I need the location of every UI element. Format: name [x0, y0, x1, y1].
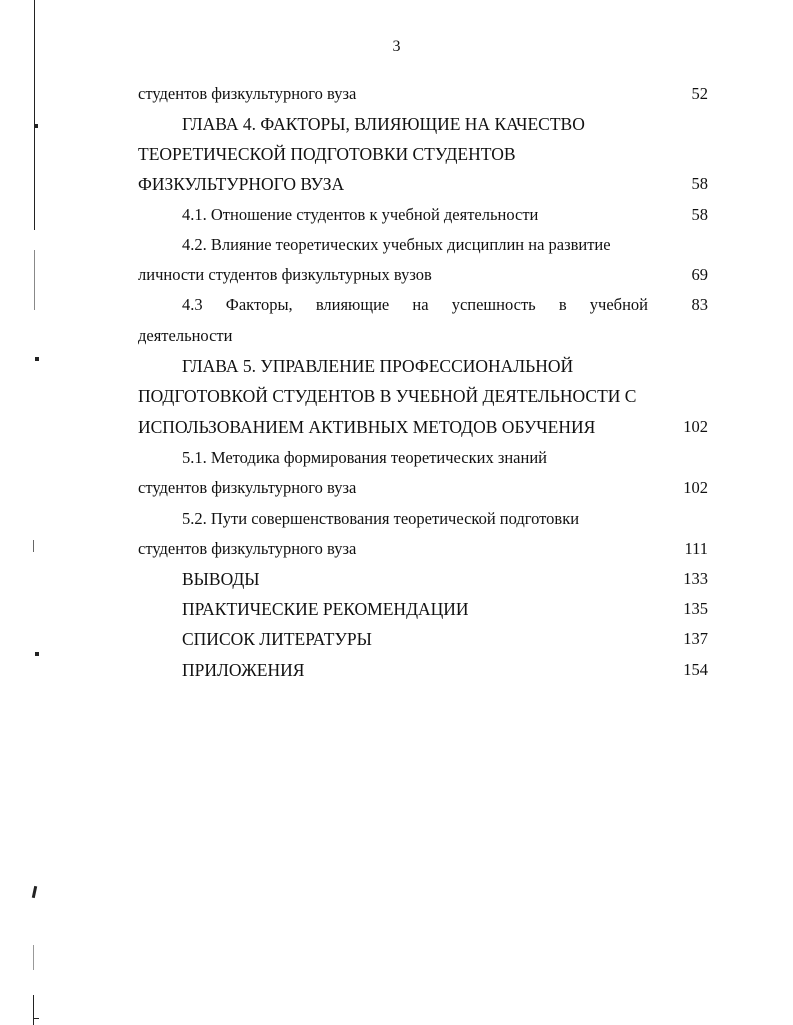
chapter-heading: ТЕОРЕТИЧЕСКОЙ ПОДГОТОВКИ СТУДЕНТОВ	[138, 144, 516, 164]
toc-entry-text: деятельности	[138, 326, 233, 345]
toc-entry-text: студентов физкультурного вуза	[138, 539, 357, 558]
toc-page-number: 83	[691, 295, 708, 314]
chapter-heading: ПОДГОТОВКОЙ СТУДЕНТОВ В УЧЕБНОЙ ДЕЯТЕЛЬНОСТИ С	[138, 386, 637, 406]
toc-entry-text: личности студентов физкультурных вузов	[138, 265, 432, 284]
section-heading: ВЫВОДЫ	[182, 569, 260, 589]
toc-page-number: 133	[683, 569, 708, 588]
toc-entry-text: 5.2. Пути совершенствования теоретической подготовки	[182, 509, 580, 528]
toc-page-number: 102	[683, 417, 708, 436]
toc-page-number: 154	[683, 660, 708, 679]
section-heading: СПИСОК ЛИТЕРАТУРЫ	[182, 629, 372, 649]
toc-page-number: 58	[691, 174, 708, 193]
toc-entry-text: студентов физкультурного вуза	[138, 478, 357, 497]
chapter-heading: ИСПОЛЬЗОВАНИЕМ АКТИВНЫХ МЕТОДОВ ОБУЧЕНИЯ	[138, 417, 596, 437]
section-heading: ПРАКТИЧЕСКИЕ РЕКОМЕНДАЦИИ	[182, 599, 469, 619]
chapter-heading: ГЛАВА 4. ФАКТОРЫ, ВЛИЯЮЩИЕ НА КАЧЕСТВО	[182, 114, 585, 134]
chapter-heading: ГЛАВА 5. УПРАВЛЕНИЕ ПРОФЕССИОНАЛЬНОЙ	[182, 356, 574, 376]
toc-page-number: 102	[683, 478, 708, 497]
toc-entry-text: 4.2. Влияние теоретических учебных дисциплин на развитие	[182, 235, 611, 254]
toc-entry-text: 4.1. Отношение студентов к учебной деятельности	[182, 205, 539, 224]
toc-entry-text: 5.1. Методика формирования теоретических знаний	[182, 448, 547, 467]
toc-page-number: 52	[691, 84, 708, 103]
section-heading: ПРИЛОЖЕНИЯ	[182, 660, 305, 680]
toc-entry-text: 4.3 Факторы, влияющие на успешность в учебной	[182, 295, 648, 314]
toc-page-number: 137	[683, 629, 708, 648]
toc-page-number: 111	[684, 539, 708, 558]
page-number: 3	[392, 38, 401, 55]
toc-page-number: 58	[691, 205, 708, 224]
chapter-heading: ФИЗКУЛЬТУРНОГО ВУЗА	[138, 174, 345, 194]
toc-page-number: 135	[683, 599, 708, 618]
toc-page-number: 69	[691, 265, 708, 284]
toc-entry-text: студентов физкультурного вуза	[138, 84, 357, 103]
